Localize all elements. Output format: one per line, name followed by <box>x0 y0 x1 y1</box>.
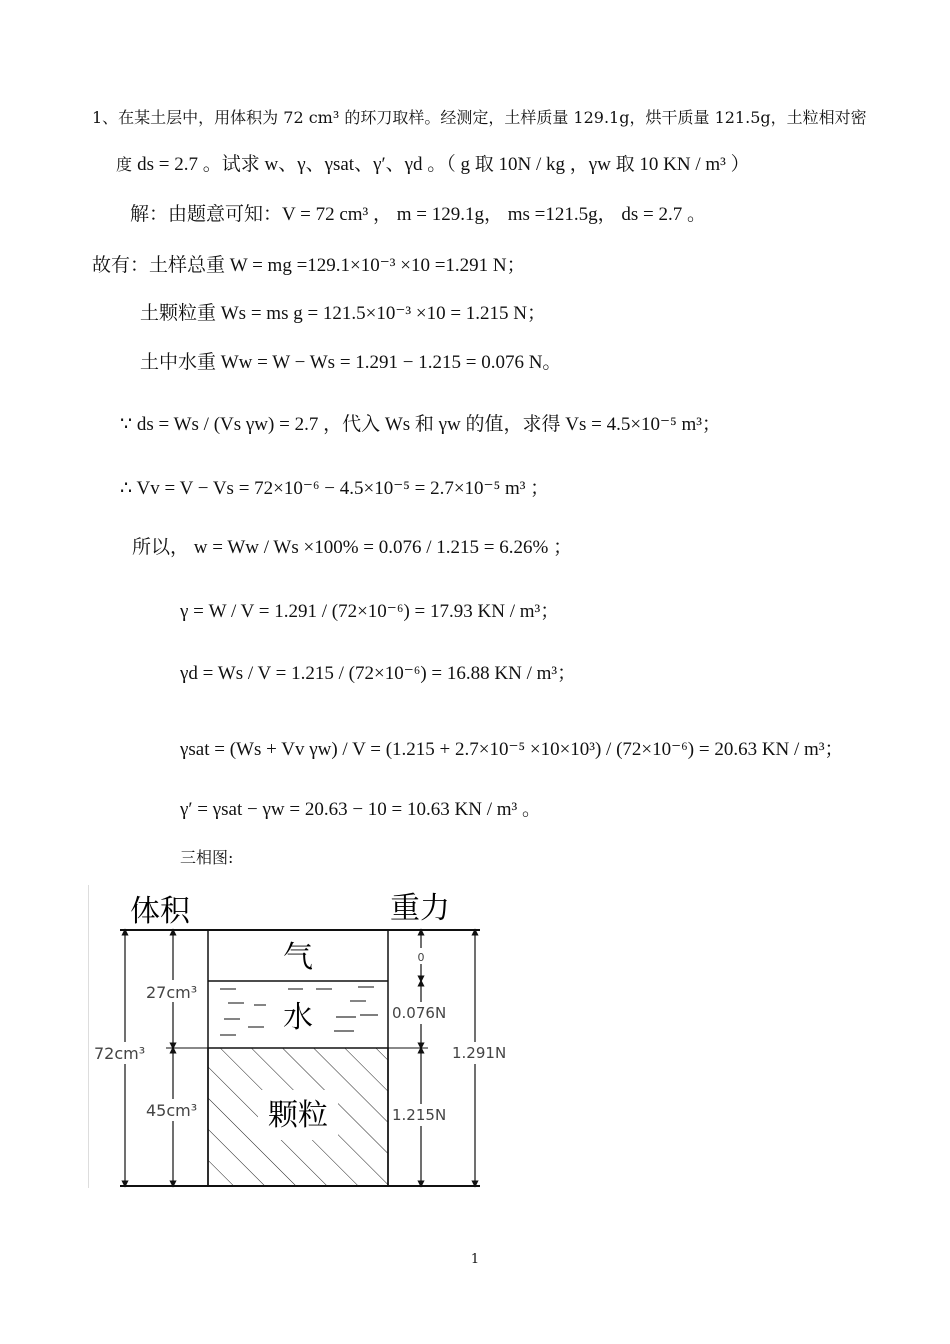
solid-volume-label: 45cm³ <box>146 1101 198 1120</box>
header-weight: 重力 <box>390 891 450 926</box>
total-volume-label: 72cm³ <box>94 1044 146 1063</box>
problem-line-2 <box>116 155 750 175</box>
solids-label: 颗粒 <box>268 1098 328 1133</box>
problem-text-2-prefix: 度 <box>116 155 133 174</box>
saturated-unit-weight-equation: γsat = (Ws + Vv γw) / V = (1.215 + 2.7×10⁻⁵ ×10×10³) / (72×10⁻⁶) = 20.63 KN / m³； <box>180 739 844 760</box>
header-volume: 体积 <box>130 894 190 929</box>
water-weight-line: 土中水重 Ww = W − Ws = 1.291 − 1.215 = 0.076 N。 <box>140 352 562 373</box>
diagram-label: 三相图: <box>180 848 234 867</box>
three-phase-diagram <box>88 885 508 1188</box>
page-number: 1 <box>470 1252 480 1267</box>
total-weight-label: 1.291N <box>452 1044 507 1062</box>
solution-given: 解：由题意可知：V = 72 cm³ ， m = 129.1g， ms =121.5g， ds = 2.7 。 <box>130 204 706 225</box>
ds-equation: ∵ ds = Ws / (Vs γw) = 2.7 ，代入 Ws 和 γw 的值，求得 Vs = 4.5×10⁻⁵ m³； <box>120 414 721 435</box>
total-weight-line: 故有：土样总重 W = mg =129.1×10⁻³ ×10 =1.291 N； <box>92 255 526 276</box>
water-label: 水 <box>283 1000 313 1035</box>
water-weight-label: 0.076N <box>392 1004 447 1022</box>
unit-weight-equation: γ = W / V = 1.291 / (72×10⁻⁶) = 17.93 KN / m³； <box>180 601 560 622</box>
air-weight-label: 0 <box>417 951 425 964</box>
dry-unit-weight-equation: γd = Ws / V = 1.215 / (72×10⁻⁶) = 16.88 KN / m³； <box>180 663 577 684</box>
solid-weight-label: 1.215N <box>392 1106 447 1124</box>
buoyant-unit-weight-equation: γ′ = γsat − γw = 20.63 − 10 = 10.63 KN / m³ 。 <box>180 799 541 820</box>
problem-line-1 <box>92 108 867 128</box>
vv-equation: ∴ Vv = V − Vs = 72×10⁻⁶ − 4.5×10⁻⁵ = 2.7×10⁻⁵ m³ ； <box>120 478 550 499</box>
problem-text-1: 1、在某土层中，用体积为 72 cm³ 的环刀取样。经测定，土样质量 129.1g，烘干质量 121.5g，土粒相对密 <box>92 108 867 127</box>
solid-weight-line: 土颗粒重 Ws = ms g = 121.5×10⁻³ ×10 = 1.215 N； <box>140 303 547 324</box>
air-label: 气 <box>283 940 313 975</box>
water-content-equation: 所以， w = Ww / Ws ×100% = 0.076 / 1.215 = 6.26% ； <box>132 537 573 558</box>
problem-text-2: ds = 2.7 。试求 w、γ、γsat、γ′、γd 。（ g 取 10N / kg ，γw 取 10 KN / m³ ） <box>137 154 750 175</box>
void-volume-label: 27cm³ <box>146 983 198 1002</box>
